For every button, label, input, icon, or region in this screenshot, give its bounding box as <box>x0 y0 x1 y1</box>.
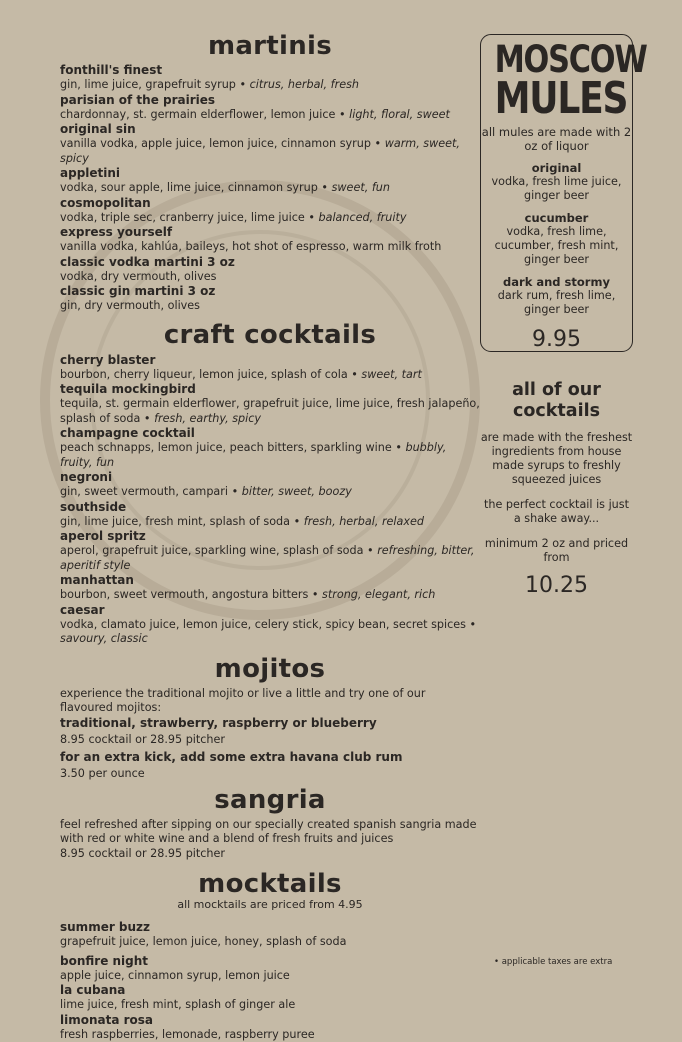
menu-item <box>60 382 480 426</box>
menu-item <box>60 284 480 314</box>
item-desc: vanilla vodka, kahlúa, baileys, hot shot of espresso, warm milk froth <box>60 240 480 255</box>
mocktails-subtitle: all mocktails are priced from 4.95 <box>60 898 480 911</box>
sangria-desc: feel refreshed after sipping on our specially created spanish sangria made with red or white wine and a blend of fresh fruits and juices <box>60 818 480 847</box>
item-desc: apple juice, cinnamon syrup, lemon juice <box>60 969 480 984</box>
section-title-martinis: martinis <box>60 32 480 60</box>
item-desc: aperol, grapefruit juice, sparkling wine, splash of soda • refreshing, bitter, aperitif style <box>60 544 480 573</box>
section-title-mocktails: mocktails <box>60 870 480 898</box>
mules-item <box>481 275 632 317</box>
mule-name: cucumber <box>481 211 632 225</box>
mojitos-extra-price: 3.50 per ounce <box>60 767 480 782</box>
item-desc: gin, lime juice, grapefruit syrup • citrus, herbal, fresh <box>60 78 480 93</box>
item-name: southside <box>60 500 480 515</box>
section-title-sangria: sangria <box>60 786 480 814</box>
item-name: classic gin martini 3 oz <box>60 284 480 299</box>
menu-item <box>60 500 480 530</box>
mules-title-line1: MOSCOW <box>495 43 619 77</box>
item-name: cosmopolitan <box>60 196 480 211</box>
menu-item <box>60 954 480 984</box>
item-desc: vodka, triple sec, cranberry juice, lime juice • balanced, fruity <box>60 211 480 226</box>
section-title-craft-cocktails: craft cocktails <box>60 321 480 349</box>
mules-title-line2: MULES <box>495 77 619 121</box>
menu-item <box>60 920 480 950</box>
mule-name: dark and stormy <box>481 275 632 289</box>
item-desc: grapefruit juice, lemon juice, honey, splash of soda <box>60 935 480 950</box>
menu-item <box>60 470 480 500</box>
menu-item <box>60 122 480 166</box>
item-name: la cubana <box>60 983 480 998</box>
item-name: fonthill's finest <box>60 63 480 78</box>
item-name: champagne cocktail <box>60 426 480 441</box>
menu-item <box>60 983 480 1013</box>
item-name: classic vodka martini 3 oz <box>60 255 480 270</box>
item-name: express yourself <box>60 225 480 240</box>
item-desc: chardonnay, st. germain elderflower, lemon juice • light, floral, sweet <box>60 108 480 123</box>
mules-subtitle: all mules are made with 2 oz of liquor <box>481 125 632 153</box>
menu-item <box>60 603 480 647</box>
moscow-mules-title <box>495 43 619 121</box>
mules-item <box>481 211 632 267</box>
item-name: appletini <box>60 166 480 181</box>
info-paragraph-2: the perfect cocktail is just a shake away... <box>480 498 633 526</box>
item-name: bonfire night <box>60 954 480 969</box>
mojitos-flavours: traditional, strawberry, raspberry or blueberry <box>60 716 480 731</box>
item-desc: peach schnapps, lemon juice, peach bitters, sparkling wine • bubbly, fruity, fun <box>60 441 480 470</box>
mule-desc: vodka, fresh lime juice, ginger beer <box>481 175 632 203</box>
item-name: aperol spritz <box>60 529 480 544</box>
item-name: original sin <box>60 122 480 137</box>
mules-item <box>481 161 632 203</box>
menu-item <box>60 93 480 123</box>
section-title-mojitos: mojitos <box>60 655 480 683</box>
menu-left-column <box>60 32 480 1042</box>
craft-list <box>60 353 480 647</box>
mojitos-intro: experience the traditional mojito or live a little and try one of our flavoured mojitos: <box>60 687 480 716</box>
item-desc: gin, dry vermouth, olives <box>60 299 480 314</box>
item-desc: lime juice, fresh mint, splash of ginger ale <box>60 998 480 1013</box>
mojitos-extra: for an extra kick, add some extra havana club rum <box>60 750 480 765</box>
item-name: manhattan <box>60 573 480 588</box>
cocktails-info <box>480 380 633 598</box>
item-desc: vanilla vodka, apple juice, lemon juice, cinnamon syrup • warm, sweet, spicy <box>60 137 480 166</box>
item-desc: vodka, sour apple, lime juice, cinnamon syrup • sweet, fun <box>60 181 480 196</box>
item-desc: bourbon, sweet vermouth, angostura bitters • strong, elegant, rich <box>60 588 480 603</box>
menu-item <box>60 1013 480 1042</box>
menu-item <box>60 573 480 603</box>
mule-desc: vodka, fresh lime, cucumber, fresh mint, ginger beer <box>481 225 632 267</box>
info-title: all of our cocktails <box>480 380 633 422</box>
menu-item <box>60 166 480 196</box>
item-name: parisian of the prairies <box>60 93 480 108</box>
moscow-mules-box <box>480 34 633 352</box>
menu-item <box>60 196 480 226</box>
menu-item <box>60 63 480 93</box>
menu-item <box>60 353 480 383</box>
mules-price: 9.95 <box>481 327 632 352</box>
mule-desc: dark rum, fresh lime, ginger beer <box>481 289 632 317</box>
info-price: 10.25 <box>480 573 633 598</box>
item-desc: fresh raspberries, lemonade, raspberry puree <box>60 1028 480 1042</box>
mule-name: original <box>481 161 632 175</box>
item-name: summer buzz <box>60 920 480 935</box>
menu-item <box>60 426 480 470</box>
info-paragraph-3: minimum 2 oz and priced from <box>480 537 633 565</box>
menu-item <box>60 255 480 285</box>
item-desc: vodka, dry vermouth, olives <box>60 270 480 285</box>
item-name: negroni <box>60 470 480 485</box>
item-desc: tequila, st. germain elderflower, grapefruit juice, lime juice, fresh jalapeño, splash of soda • fresh, earthy, spicy <box>60 397 480 426</box>
item-name: caesar <box>60 603 480 618</box>
mojitos-price: 8.95 cocktail or 28.95 pitcher <box>60 733 480 748</box>
item-desc: vodka, clamato juice, lemon juice, celery stick, spicy bean, secret spices • savoury, classic <box>60 618 480 647</box>
taxes-footnote: • applicable taxes are extra <box>494 957 612 967</box>
item-desc: gin, lime juice, fresh mint, splash of soda • fresh, herbal, relaxed <box>60 515 480 530</box>
item-name: tequila mockingbird <box>60 382 480 397</box>
sangria-price: 8.95 cocktail or 28.95 pitcher <box>60 847 480 862</box>
menu-item <box>60 225 480 255</box>
item-name: limonata rosa <box>60 1013 480 1028</box>
mocktails-list <box>60 920 480 1042</box>
mojitos-block <box>60 687 480 782</box>
info-paragraph-1: are made with the freshest ingredients from house made syrups to freshly squeezed juices <box>480 431 633 487</box>
sangria-block <box>60 818 480 862</box>
item-name: cherry blaster <box>60 353 480 368</box>
item-desc: gin, sweet vermouth, campari • bitter, sweet, boozy <box>60 485 480 500</box>
martinis-list <box>60 63 480 314</box>
item-desc: bourbon, cherry liqueur, lemon juice, splash of cola • sweet, tart <box>60 368 480 383</box>
menu-item <box>60 529 480 573</box>
